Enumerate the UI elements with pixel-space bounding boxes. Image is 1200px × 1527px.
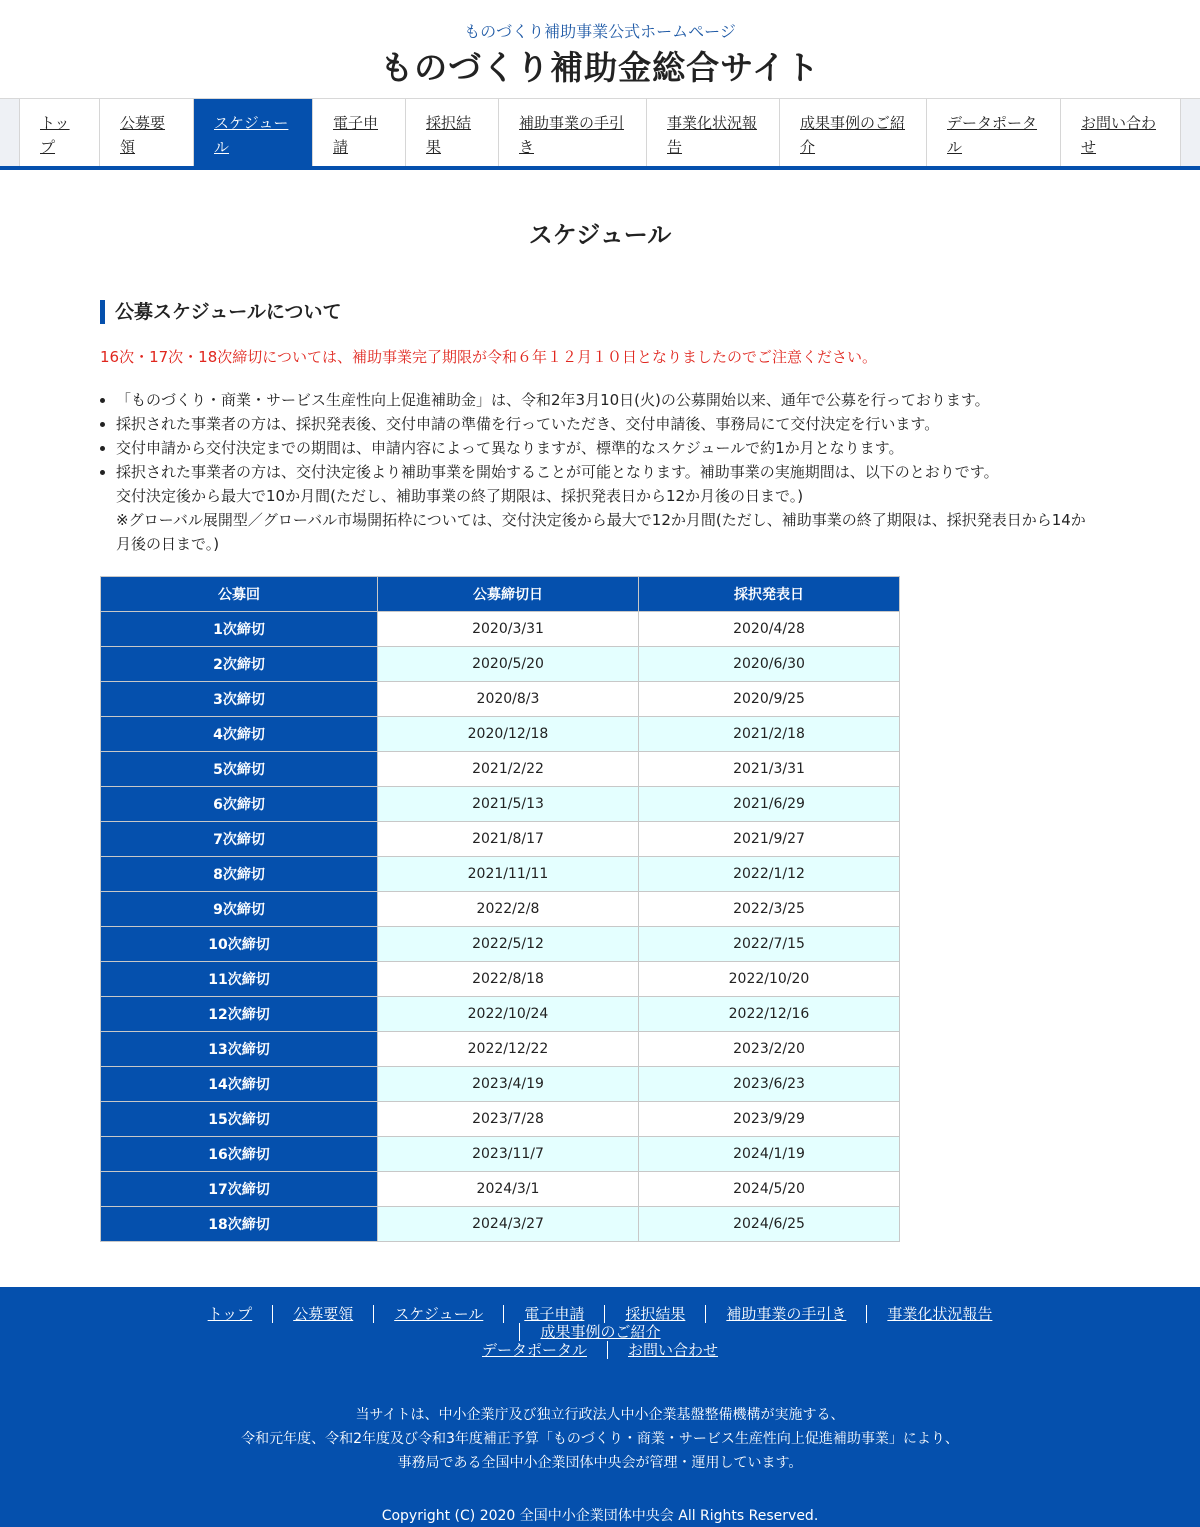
round-cell: 16次締切	[101, 1137, 378, 1172]
column-header-round: 公募回	[101, 577, 378, 612]
round-cell: 1次締切	[101, 612, 378, 647]
table-row	[101, 682, 900, 717]
announcement-cell: 2023/2/20	[639, 1032, 900, 1067]
announcement-cell: 2022/1/12	[639, 857, 900, 892]
column-header-announcement: 採択発表日	[639, 577, 900, 612]
round-cell: 17次締切	[101, 1172, 378, 1207]
implementation-period-note: 交付決定後から最大で10か月間(ただし、補助事業の終了期限は、採択発表日から12か月後の日まで。)	[116, 487, 804, 505]
footer-link[interactable]: 電子申請	[503, 1305, 604, 1323]
round-cell: 9次締切	[101, 892, 378, 927]
announcement-cell: 2022/7/15	[639, 927, 900, 962]
table-row	[101, 927, 900, 962]
deadline-cell: 2022/5/12	[378, 927, 639, 962]
nav-link-results[interactable]: 採択結 果	[426, 114, 472, 156]
nav-link-schedule[interactable]: スケジュー ル	[214, 114, 289, 156]
deadline-cell: 2023/11/7	[378, 1137, 639, 1172]
table-row	[101, 612, 900, 647]
nav-link-contact[interactable]: お問い合わ せ	[1081, 114, 1157, 156]
site-subtitle: ものづくり補助事業公式ホームページ	[464, 22, 736, 41]
announcement-cell: 2021/2/18	[639, 717, 900, 752]
list-item: • 交付申請から交付決定までの期間は、申請内容によって異なりますが、標準的なスケジュールで約1か月となります。	[116, 436, 1100, 460]
nav-item-results[interactable]	[405, 99, 498, 166]
nav-item-data-portal[interactable]	[926, 99, 1060, 166]
deadline-cell: 2020/5/20	[378, 647, 639, 682]
announcement-cell: 2024/5/20	[639, 1172, 900, 1207]
footer-link[interactable]: スケジュール	[373, 1305, 503, 1323]
announcement-cell: 2020/4/28	[639, 612, 900, 647]
nav-item-e-application[interactable]	[312, 99, 405, 166]
round-cell: 4次締切	[101, 717, 378, 752]
table-row	[101, 647, 900, 682]
footer-link[interactable]: データポータル	[481, 1341, 587, 1359]
table-row	[101, 1207, 900, 1242]
deadline-cell: 2021/5/13	[378, 787, 639, 822]
nav-item-contact[interactable]	[1060, 99, 1180, 166]
footer-link[interactable]: お問い合わせ	[607, 1341, 738, 1359]
footer-link[interactable]: 補助事業の手引き	[705, 1305, 866, 1323]
nav-filler	[1180, 99, 1200, 166]
table-row	[101, 1172, 900, 1207]
table-header-row	[101, 577, 900, 612]
announcement-cell: 2020/6/30	[639, 647, 900, 682]
footer-link[interactable]: 採択結果	[604, 1305, 705, 1323]
announcement-cell: 2021/3/31	[639, 752, 900, 787]
announcement-cell: 2022/3/25	[639, 892, 900, 927]
round-cell: 13次締切	[101, 1032, 378, 1067]
deadline-cell: 2024/3/1	[378, 1172, 639, 1207]
nav-item-status-report[interactable]	[646, 99, 779, 166]
nav-item-handbook[interactable]	[498, 99, 646, 166]
table-row	[101, 997, 900, 1032]
nav-item-guidelines[interactable]	[99, 99, 193, 166]
footer-link[interactable]: 事業化状況報告	[866, 1305, 1012, 1323]
round-cell: 6次締切	[101, 787, 378, 822]
site-footer	[0, 1287, 1200, 1527]
table-row	[101, 1032, 900, 1067]
round-cell: 5次締切	[101, 752, 378, 787]
deadline-cell: 2022/12/22	[378, 1032, 639, 1067]
global-frame-note: ※グローバル展開型／グローバル市場開拓枠については、交付決定後から最大で12か月間(ただし、補助事業の終了期限は、採択発表日から14か月後の日まで。)	[116, 511, 1086, 553]
announcement-cell: 2024/6/25	[639, 1207, 900, 1242]
announcement-cell: 2023/9/29	[639, 1102, 900, 1137]
deadline-cell: 2024/3/27	[378, 1207, 639, 1242]
site-title[interactable]: ものづくり補助金総合サイト	[380, 48, 820, 87]
deadline-cell: 2021/8/17	[378, 822, 639, 857]
round-cell: 7次締切	[101, 822, 378, 857]
deadline-cell: 2020/3/31	[378, 612, 639, 647]
announcement-cell: 2023/6/23	[639, 1067, 900, 1102]
list-item	[116, 460, 1100, 556]
round-cell: 2次締切	[101, 647, 378, 682]
table-row	[101, 752, 900, 787]
nav-item-schedule[interactable]	[193, 99, 312, 166]
deadline-cell: 2023/4/19	[378, 1067, 639, 1102]
announcement-cell: 2021/9/27	[639, 822, 900, 857]
round-cell: 14次締切	[101, 1067, 378, 1102]
deadline-notice: 16次・17次・18次締切については、補助事業完了期限が令和６年１２月１０日となりましたのでご注意ください。	[100, 348, 877, 366]
nav-link-guidelines[interactable]: 公募要 領	[120, 114, 166, 156]
section-heading: 公募スケジュールについて	[100, 300, 1100, 324]
schedule-table	[100, 576, 900, 1242]
footer-nav	[120, 1305, 1080, 1359]
announcement-cell: 2020/9/25	[639, 682, 900, 717]
main-content	[100, 218, 1100, 1242]
page-title: スケジュール	[528, 221, 672, 249]
deadline-cell: 2022/10/24	[378, 997, 639, 1032]
round-cell: 11次締切	[101, 962, 378, 997]
nav-item-case-studies[interactable]	[779, 99, 926, 166]
table-row	[101, 892, 900, 927]
footer-text-line: 令和元年度、令和2年度及び令和3年度補正予算「ものづくり・商業・サービス生産性向上促進補助事業」により、	[241, 1431, 959, 1447]
info-list	[100, 388, 1100, 556]
table-row	[101, 787, 900, 822]
copyright: Copyright (C) 2020 全国中小企業団体中央会 All Rights Reserved.	[381, 1508, 819, 1524]
round-cell: 15次締切	[101, 1102, 378, 1137]
global-nav	[0, 98, 1200, 170]
round-cell: 3次締切	[101, 682, 378, 717]
footer-link[interactable]: 公募要領	[272, 1305, 373, 1323]
deadline-cell: 2021/2/22	[378, 752, 639, 787]
nav-item-top[interactable]	[19, 99, 99, 166]
deadline-cell: 2023/7/28	[378, 1102, 639, 1137]
announcement-cell: 2024/1/19	[639, 1137, 900, 1172]
deadline-cell: 2022/8/18	[378, 962, 639, 997]
deadline-cell: 2022/2/8	[378, 892, 639, 927]
nav-link-handbook[interactable]: 補助事業の手引 き	[519, 114, 625, 156]
table-row	[101, 1067, 900, 1102]
list-item-text: 採択された事業者の方は、交付決定後より補助事業を開始することが可能となります。補助事業の実施期間は、以下のとおりです。	[116, 463, 999, 481]
round-cell: 8次締切	[101, 857, 378, 892]
round-cell: 10次締切	[101, 927, 378, 962]
schedule-table-body	[101, 612, 900, 1242]
table-row	[101, 857, 900, 892]
table-row	[101, 717, 900, 752]
nav-link-e-application[interactable]: 電子申 請	[333, 114, 379, 156]
round-cell: 12次締切	[101, 997, 378, 1032]
deadline-cell: 2021/11/11	[378, 857, 639, 892]
footer-link[interactable]: トップ	[207, 1305, 253, 1323]
list-item: • 採択された事業者の方は、採択発表後、交付申請の準備を行っていただき、交付申請後、事務局にて交付決定を行います。	[116, 412, 1100, 436]
nav-link-data-portal[interactable]: データポータ ル	[947, 114, 1038, 156]
column-header-deadline: 公募締切日	[378, 577, 639, 612]
footer-text-line: 当サイトは、中小企業庁及び独立行政法人中小企業基盤整備機構が実施する、	[355, 1407, 845, 1423]
footer-description	[0, 1403, 1200, 1475]
list-item: • 「ものづくり・商業・サービス生産性向上促進補助金」は、令和2年3月10日(火)の公募開始以来、通年で公募を行っております。	[116, 388, 1100, 412]
footer-text-line: 事務局である全国中小企業団体中央会が管理・運用しています。	[397, 1455, 803, 1471]
deadline-cell: 2020/8/3	[378, 682, 639, 717]
table-row	[101, 1137, 900, 1172]
round-cell: 18次締切	[101, 1207, 378, 1242]
table-row	[101, 822, 900, 857]
nav-link-top[interactable]: トッ プ	[40, 114, 70, 156]
table-row	[101, 1102, 900, 1137]
footer-link[interactable]: 成果事例のご紹介	[519, 1323, 680, 1341]
site-header	[0, 0, 1200, 98]
nav-link-status-report[interactable]: 事業化状況報 告	[667, 114, 758, 156]
announcement-cell: 2021/6/29	[639, 787, 900, 822]
announcement-cell: 2022/10/20	[639, 962, 900, 997]
announcement-cell: 2022/12/16	[639, 997, 900, 1032]
table-row	[101, 962, 900, 997]
nav-link-case-studies[interactable]: 成果事例のご紹 介	[800, 114, 906, 156]
deadline-cell: 2020/12/18	[378, 717, 639, 752]
